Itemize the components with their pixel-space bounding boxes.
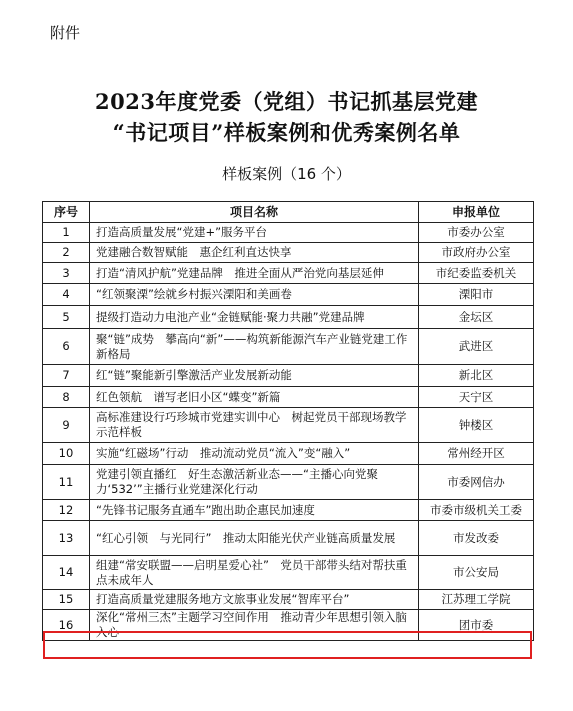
row-unit: 武进区 — [419, 329, 534, 365]
table-row — [43, 365, 534, 387]
header-number: 序号 — [43, 202, 90, 223]
row-project-name: 提级打造动力电池产业“金链赋能·聚力共融”党建品牌 — [90, 306, 419, 329]
row-unit: 金坛区 — [419, 306, 534, 329]
row-number: 8 — [43, 387, 90, 408]
table-row — [43, 263, 534, 284]
row-number: 14 — [43, 556, 90, 590]
table-row — [43, 387, 534, 408]
table-row — [43, 284, 534, 306]
section-subtitle: 样板案例（16 个） — [222, 165, 351, 183]
row-project-name: 红色领航 谱写老旧小区“蝶变”新篇 — [90, 387, 419, 408]
row-project-name: 党建融合数智赋能 惠企红利直达快享 — [90, 243, 419, 263]
row-number: 1 — [43, 223, 90, 243]
row-unit: 市政府办公室 — [419, 243, 534, 263]
table-row — [43, 521, 534, 556]
row-number: 11 — [43, 465, 90, 500]
row-unit: 天宁区 — [419, 387, 534, 408]
row-unit: 溧阳市 — [419, 284, 534, 306]
row-number: 10 — [43, 443, 90, 465]
header-project-name: 项目名称 — [90, 202, 419, 223]
row-number: 4 — [43, 284, 90, 306]
row-project-name: 组建“常安联盟——启明星爱心社” 党员干部带头结对帮扶重点未成年人 — [90, 556, 419, 590]
row-unit: 市发改委 — [419, 521, 534, 556]
row-project-name: “红领聚溧”绘就乡村振兴溧阳和美画卷 — [90, 284, 419, 306]
row-number: 7 — [43, 365, 90, 387]
cases-table — [42, 201, 534, 641]
row-project-name: 打造“清风护航”党建品牌 推进全面从严治党向基层延伸 — [90, 263, 419, 284]
row-number: 6 — [43, 329, 90, 365]
row-project-name: 实施“红磁场”行动 推动流动党员“流入”变“融入” — [90, 443, 419, 465]
row-unit: 市委市级机关工委 — [419, 500, 534, 521]
table-row — [43, 556, 534, 590]
row-number: 12 — [43, 500, 90, 521]
row-project-name: 聚“链”成势 攀高向“新”——构筑新能源汽车产业链党建工作新格局 — [90, 329, 419, 365]
row-number: 2 — [43, 243, 90, 263]
table-row — [43, 610, 534, 641]
document-title-line-1: 2023年度党委（党组）书记抓基层党建 — [95, 89, 478, 114]
table-row — [43, 223, 534, 243]
attachment-label: 附件 — [50, 24, 81, 42]
row-unit: 市委网信办 — [419, 465, 534, 500]
table-row — [43, 243, 534, 263]
row-unit: 团市委 — [419, 610, 534, 641]
row-project-name: “红心引领 与光同行” 推动太阳能光伏产业链高质量发展 — [90, 521, 419, 556]
row-number: 15 — [43, 590, 90, 610]
table-header-row — [43, 202, 534, 223]
table-row — [43, 443, 534, 465]
row-project-name: 打造高质量发展“党建+”服务平台 — [90, 223, 419, 243]
table-row — [43, 590, 534, 610]
row-project-name: 党建引领直播红 好生态激活新业态——“主播心向党聚力‘532’”主播行业党建深化行动 — [90, 465, 419, 500]
document-title-line-2: “书记项目”样板案例和优秀案例名单 — [112, 120, 461, 145]
row-unit: 常州经开区 — [419, 443, 534, 465]
table-row — [43, 500, 534, 521]
row-number: 5 — [43, 306, 90, 329]
row-unit: 市委办公室 — [419, 223, 534, 243]
table-row — [43, 408, 534, 443]
row-unit: 市公安局 — [419, 556, 534, 590]
header-unit: 申报单位 — [419, 202, 534, 223]
row-project-name: “先锋书记服务直通车”跑出助企惠民加速度 — [90, 500, 419, 521]
row-number: 13 — [43, 521, 90, 556]
row-number: 16 — [43, 610, 90, 641]
row-project-name: 打造高质量党建服务地方文旅事业发展“智库平台” — [90, 590, 419, 610]
row-number: 9 — [43, 408, 90, 443]
table-body — [43, 223, 534, 641]
row-unit: 新北区 — [419, 365, 534, 387]
row-unit: 市纪委监委机关 — [419, 263, 534, 284]
row-number: 3 — [43, 263, 90, 284]
row-project-name: 红“链”聚能新引擎激活产业发展新动能 — [90, 365, 419, 387]
row-unit: 江苏理工学院 — [419, 590, 534, 610]
table-row — [43, 329, 534, 365]
row-project-name: 深化“常州三杰”主题学习空间作用 推动青少年思想引领入脑入心 — [90, 610, 419, 641]
table-row — [43, 465, 534, 500]
row-project-name: 高标准建设行巧珍城市党建实训中心 树起党员干部现场教学示范样板 — [90, 408, 419, 443]
table-row — [43, 306, 534, 329]
row-unit: 钟楼区 — [419, 408, 534, 443]
